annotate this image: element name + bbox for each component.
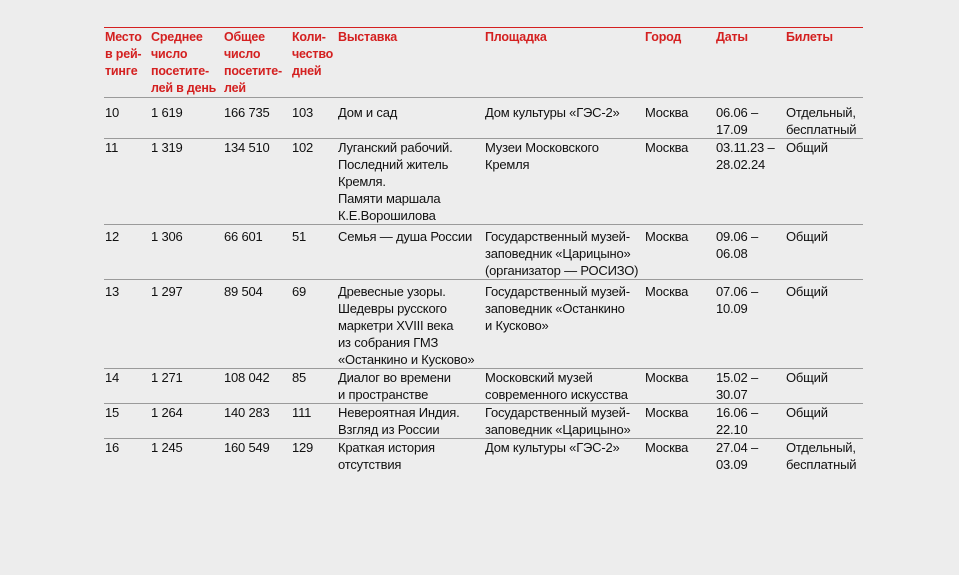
cell-exhibition: Древесные узоры. Шедевры русского маркетри XVIII века из собрания ГМЗ «Останкино и Кусково»	[338, 284, 475, 367]
cell-exhibition: Семья — душа России	[338, 229, 473, 244]
header-tickets: Билеты	[786, 30, 833, 44]
cell-days: 103	[292, 105, 314, 120]
header-exhibition: Выставка	[338, 30, 398, 44]
cell-dates: 27.04 – 03.09	[716, 440, 758, 472]
cell-city: Москва	[645, 370, 689, 385]
cell-city: Москва	[645, 140, 689, 155]
cell-exhibition: Краткая история отсутствия	[338, 440, 435, 472]
cell-rank: 15	[105, 405, 120, 420]
cell-dates: 09.06 – 06.08	[716, 229, 758, 261]
header-dates: Даты	[716, 30, 748, 44]
cell-tickets: Общий	[786, 370, 828, 385]
cell-total-visitors: 134 510	[224, 140, 270, 155]
cell-days: 129	[292, 440, 314, 455]
cell-avg-visitors: 1 264	[151, 405, 183, 420]
cell-total-visitors: 160 549	[224, 440, 270, 455]
cell-rank: 10	[105, 105, 120, 120]
cell-venue: Дом культуры «ГЭС-2»	[485, 105, 620, 120]
table-row	[104, 280, 863, 369]
cell-dates: 07.06 – 10.09	[716, 284, 758, 316]
table-header-row	[104, 28, 863, 98]
cell-city: Москва	[645, 405, 689, 420]
header-venue: Площадка	[485, 30, 547, 44]
cell-days: 102	[292, 140, 314, 155]
table-row	[104, 404, 863, 439]
cell-total-visitors: 108 042	[224, 370, 270, 385]
cell-total-visitors: 66 601	[224, 229, 263, 244]
cell-city: Москва	[645, 284, 689, 299]
table-row	[104, 369, 863, 404]
cell-tickets: Отдельный, бесплатный	[786, 105, 857, 137]
cell-rank: 12	[105, 229, 120, 244]
cell-tickets: Общий	[786, 284, 828, 299]
cell-avg-visitors: 1 306	[151, 229, 183, 244]
cell-exhibition: Невероятная Индия. Взгляд из России	[338, 405, 460, 437]
cell-avg-visitors: 1 319	[151, 140, 183, 155]
exhibition-ranking-table	[104, 27, 863, 473]
header-days: Коли- чество дней	[292, 30, 334, 78]
cell-venue: Московский музей современного искусства	[485, 370, 628, 402]
cell-total-visitors: 140 283	[224, 405, 270, 420]
table-row	[104, 225, 863, 280]
cell-venue: Дом культуры «ГЭС-2»	[485, 440, 620, 455]
cell-avg-visitors: 1 271	[151, 370, 183, 385]
cell-dates: 16.06 – 22.10	[716, 405, 758, 437]
cell-rank: 16	[105, 440, 120, 455]
cell-venue: Государственный музей- заповедник «Царицыно»	[485, 405, 631, 437]
table-row	[104, 98, 863, 139]
cell-avg-visitors: 1 619	[151, 105, 183, 120]
exhibition-ranking-table-wrapper	[104, 27, 863, 473]
cell-venue: Государственный музей- заповедник «Царицыно» (организатор — РОСИЗО)	[485, 229, 639, 278]
cell-dates: 03.11.23 – 28.02.24	[716, 140, 775, 172]
cell-rank: 11	[105, 140, 119, 155]
cell-tickets: Общий	[786, 140, 828, 155]
cell-total-visitors: 89 504	[224, 284, 263, 299]
cell-dates: 15.02 – 30.07	[716, 370, 758, 402]
header-rank: Место в рей- тинге	[105, 30, 142, 78]
header-city: Город	[645, 30, 682, 44]
cell-exhibition: Дом и сад	[338, 105, 398, 120]
cell-tickets: Отдельный, бесплатный	[786, 440, 857, 472]
cell-days: 51	[292, 229, 307, 244]
cell-rank: 14	[105, 370, 120, 385]
header-total-visitors: Общее число посетите- лей	[224, 30, 283, 95]
cell-tickets: Общий	[786, 229, 828, 244]
cell-venue: Музеи Московского Кремля	[485, 140, 599, 172]
cell-days: 85	[292, 370, 307, 385]
cell-days: 111	[292, 405, 312, 420]
cell-exhibition: Диалог во времени и пространстве	[338, 370, 451, 402]
cell-total-visitors: 166 735	[224, 105, 270, 120]
cell-rank: 13	[105, 284, 120, 299]
table-row	[104, 139, 863, 225]
cell-tickets: Общий	[786, 405, 828, 420]
table-row	[104, 439, 863, 474]
cell-avg-visitors: 1 245	[151, 440, 183, 455]
cell-city: Москва	[645, 440, 689, 455]
cell-city: Москва	[645, 105, 689, 120]
cell-exhibition: Луганский рабочий. Последний житель Кремля. Памяти маршала К.Е.Ворошилова	[338, 140, 453, 223]
cell-days: 69	[292, 284, 307, 299]
cell-venue: Государственный музей- заповедник «Останкино и Кусково»	[485, 284, 630, 333]
cell-city: Москва	[645, 229, 689, 244]
header-avg-visitors: Среднее число посетите- лей в день	[151, 30, 217, 95]
cell-avg-visitors: 1 297	[151, 284, 183, 299]
cell-dates: 06.06 – 17.09	[716, 105, 758, 137]
